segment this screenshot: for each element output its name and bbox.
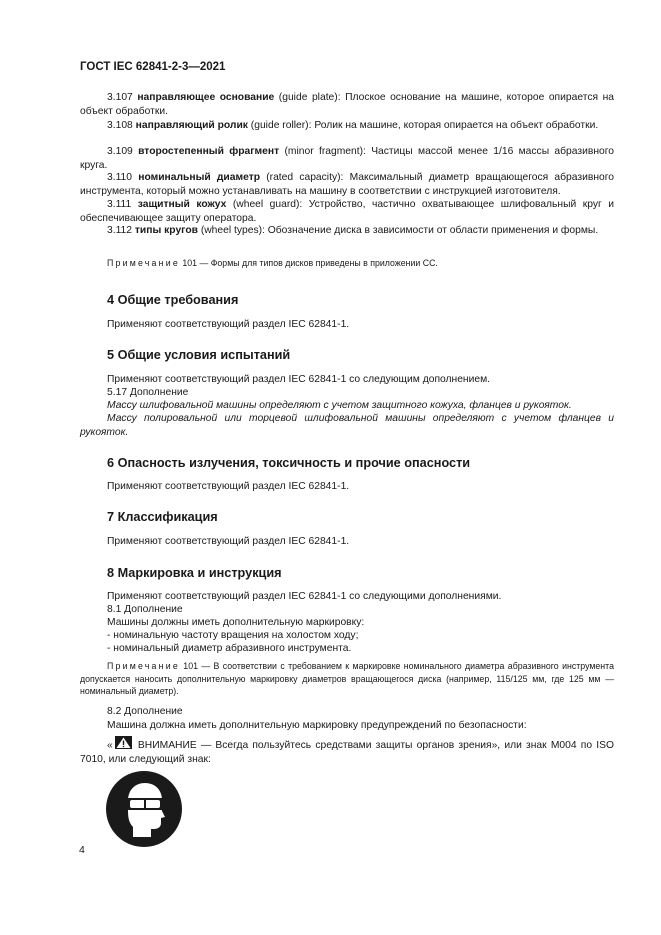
section-6-text: Применяют соответствующий раздел IEC 62841-1. <box>107 481 350 492</box>
term: типы кругов <box>134 225 198 236</box>
section-4-title: 4 Общие требования <box>107 293 239 307</box>
term: защитный кожух <box>137 199 227 210</box>
definition-3-107: 3.107 направляющее основание (guide plate): Плоское основание на машине, которое опирается на объект обработки. <box>80 92 614 118</box>
warning-paragraph: « ВНИМАНИЕ — Всегда пользуйтесь средствами защиты органов зрения», или знак М004 по ISO 7010, или следующий знак: <box>80 736 614 767</box>
term: номинальный диаметр <box>138 172 261 183</box>
definition-3-112: 3.112 типы кругов (wheel types): Обозначение диска в зависимости от области применения и формы. <box>107 225 599 236</box>
list-item: - номинальную частоту вращения на холостом ходу; <box>107 630 359 641</box>
definition-3-110: 3.110 номинальный диаметр (rated capacity): Максимальный диаметр вращающегося абразивного инструмента, который можно устанавливать на машину в соответствии с инструкцией изготовителя. <box>80 172 614 198</box>
section-8-1-p1: Машины должны иметь дополнительную маркировку: <box>107 617 365 628</box>
section-5-title: 5 Общие условия испытаний <box>107 348 291 362</box>
term: направляющий ролик <box>135 120 248 131</box>
section-7-text: Применяют соответствующий раздел IEC 62841-1. <box>107 536 350 547</box>
section-6-title: 6 Опасность излучения, токсичность и прочие опасности <box>107 456 471 470</box>
section-7-title: 7 Классификация <box>107 510 218 524</box>
eye-protection-sign-icon <box>106 771 182 847</box>
note-101-marking: Примечание 101 — В соответствии с требованием к маркировке номинального диаметра абразивного инструмента допускается наносить дополнительную маркировку диаметров вращающегося диска (например, 115/125 мм, где 125 мм — номинальный диаметр). <box>80 661 614 696</box>
section-5-text: Применяют соответствующий раздел IEC 62841-1 со следующим дополнением. <box>107 374 491 385</box>
section-5-17-p2: Массу полировальной или торцевой шлифовальной машины определяют с учетом фланцев и рукояток. <box>80 413 614 439</box>
term: направляющее основание <box>137 92 275 103</box>
note-label: Примечание <box>107 661 180 671</box>
warning-triangle-icon <box>115 736 132 749</box>
section-8-1-heading: 8.1 Дополнение <box>107 604 183 615</box>
section-8-2-p2: Машина должна иметь дополнительную маркировку предупреждений по безопасности: <box>107 720 527 731</box>
section-5-17-p1: Массу шлифовальной машины определяют с учетом защитного кожуха, фланцев и рукояток. <box>107 400 572 411</box>
note-101-wheel-types: Примечание 101 — Формы для типов дисков приведены в приложении СС. <box>107 258 438 268</box>
definition-3-109: 3.109 второстепенный фрагмент (minor fragment): Частицы массой менее 1/16 массы абразивного круга. <box>80 146 614 172</box>
page-number: 4 <box>79 844 85 856</box>
term: второстепенный фрагмент <box>138 146 280 157</box>
section-8-text: Применяют соответствующий раздел IEC 62841-1 со следующими дополнениями. <box>107 591 502 602</box>
document-header: ГОСТ IEC 62841-2-3—2021 <box>80 61 226 73</box>
section-5-17-heading: 5.17 Дополнение <box>107 387 189 398</box>
definition-3-111: 3.111 защитный кожух (wheel guard): Устройство, частично охватывающее шлифовальный круг и обеспечивающее защиту оператора. <box>80 199 614 225</box>
section-8-title: 8 Маркировка и инструкция <box>107 566 282 580</box>
note-label: Примечание <box>107 258 180 268</box>
definition-3-108: 3.108 направляющий ролик (guide roller): Ролик на машине, которая опирается на объект обработки. <box>107 120 599 131</box>
section-4-text: Применяют соответствующий раздел IEC 62841-1. <box>107 319 350 330</box>
section-8-2-heading: 8.2 Дополнение <box>107 706 183 717</box>
list-item: - номинальный диаметр абразивного инструмента. <box>107 643 352 654</box>
